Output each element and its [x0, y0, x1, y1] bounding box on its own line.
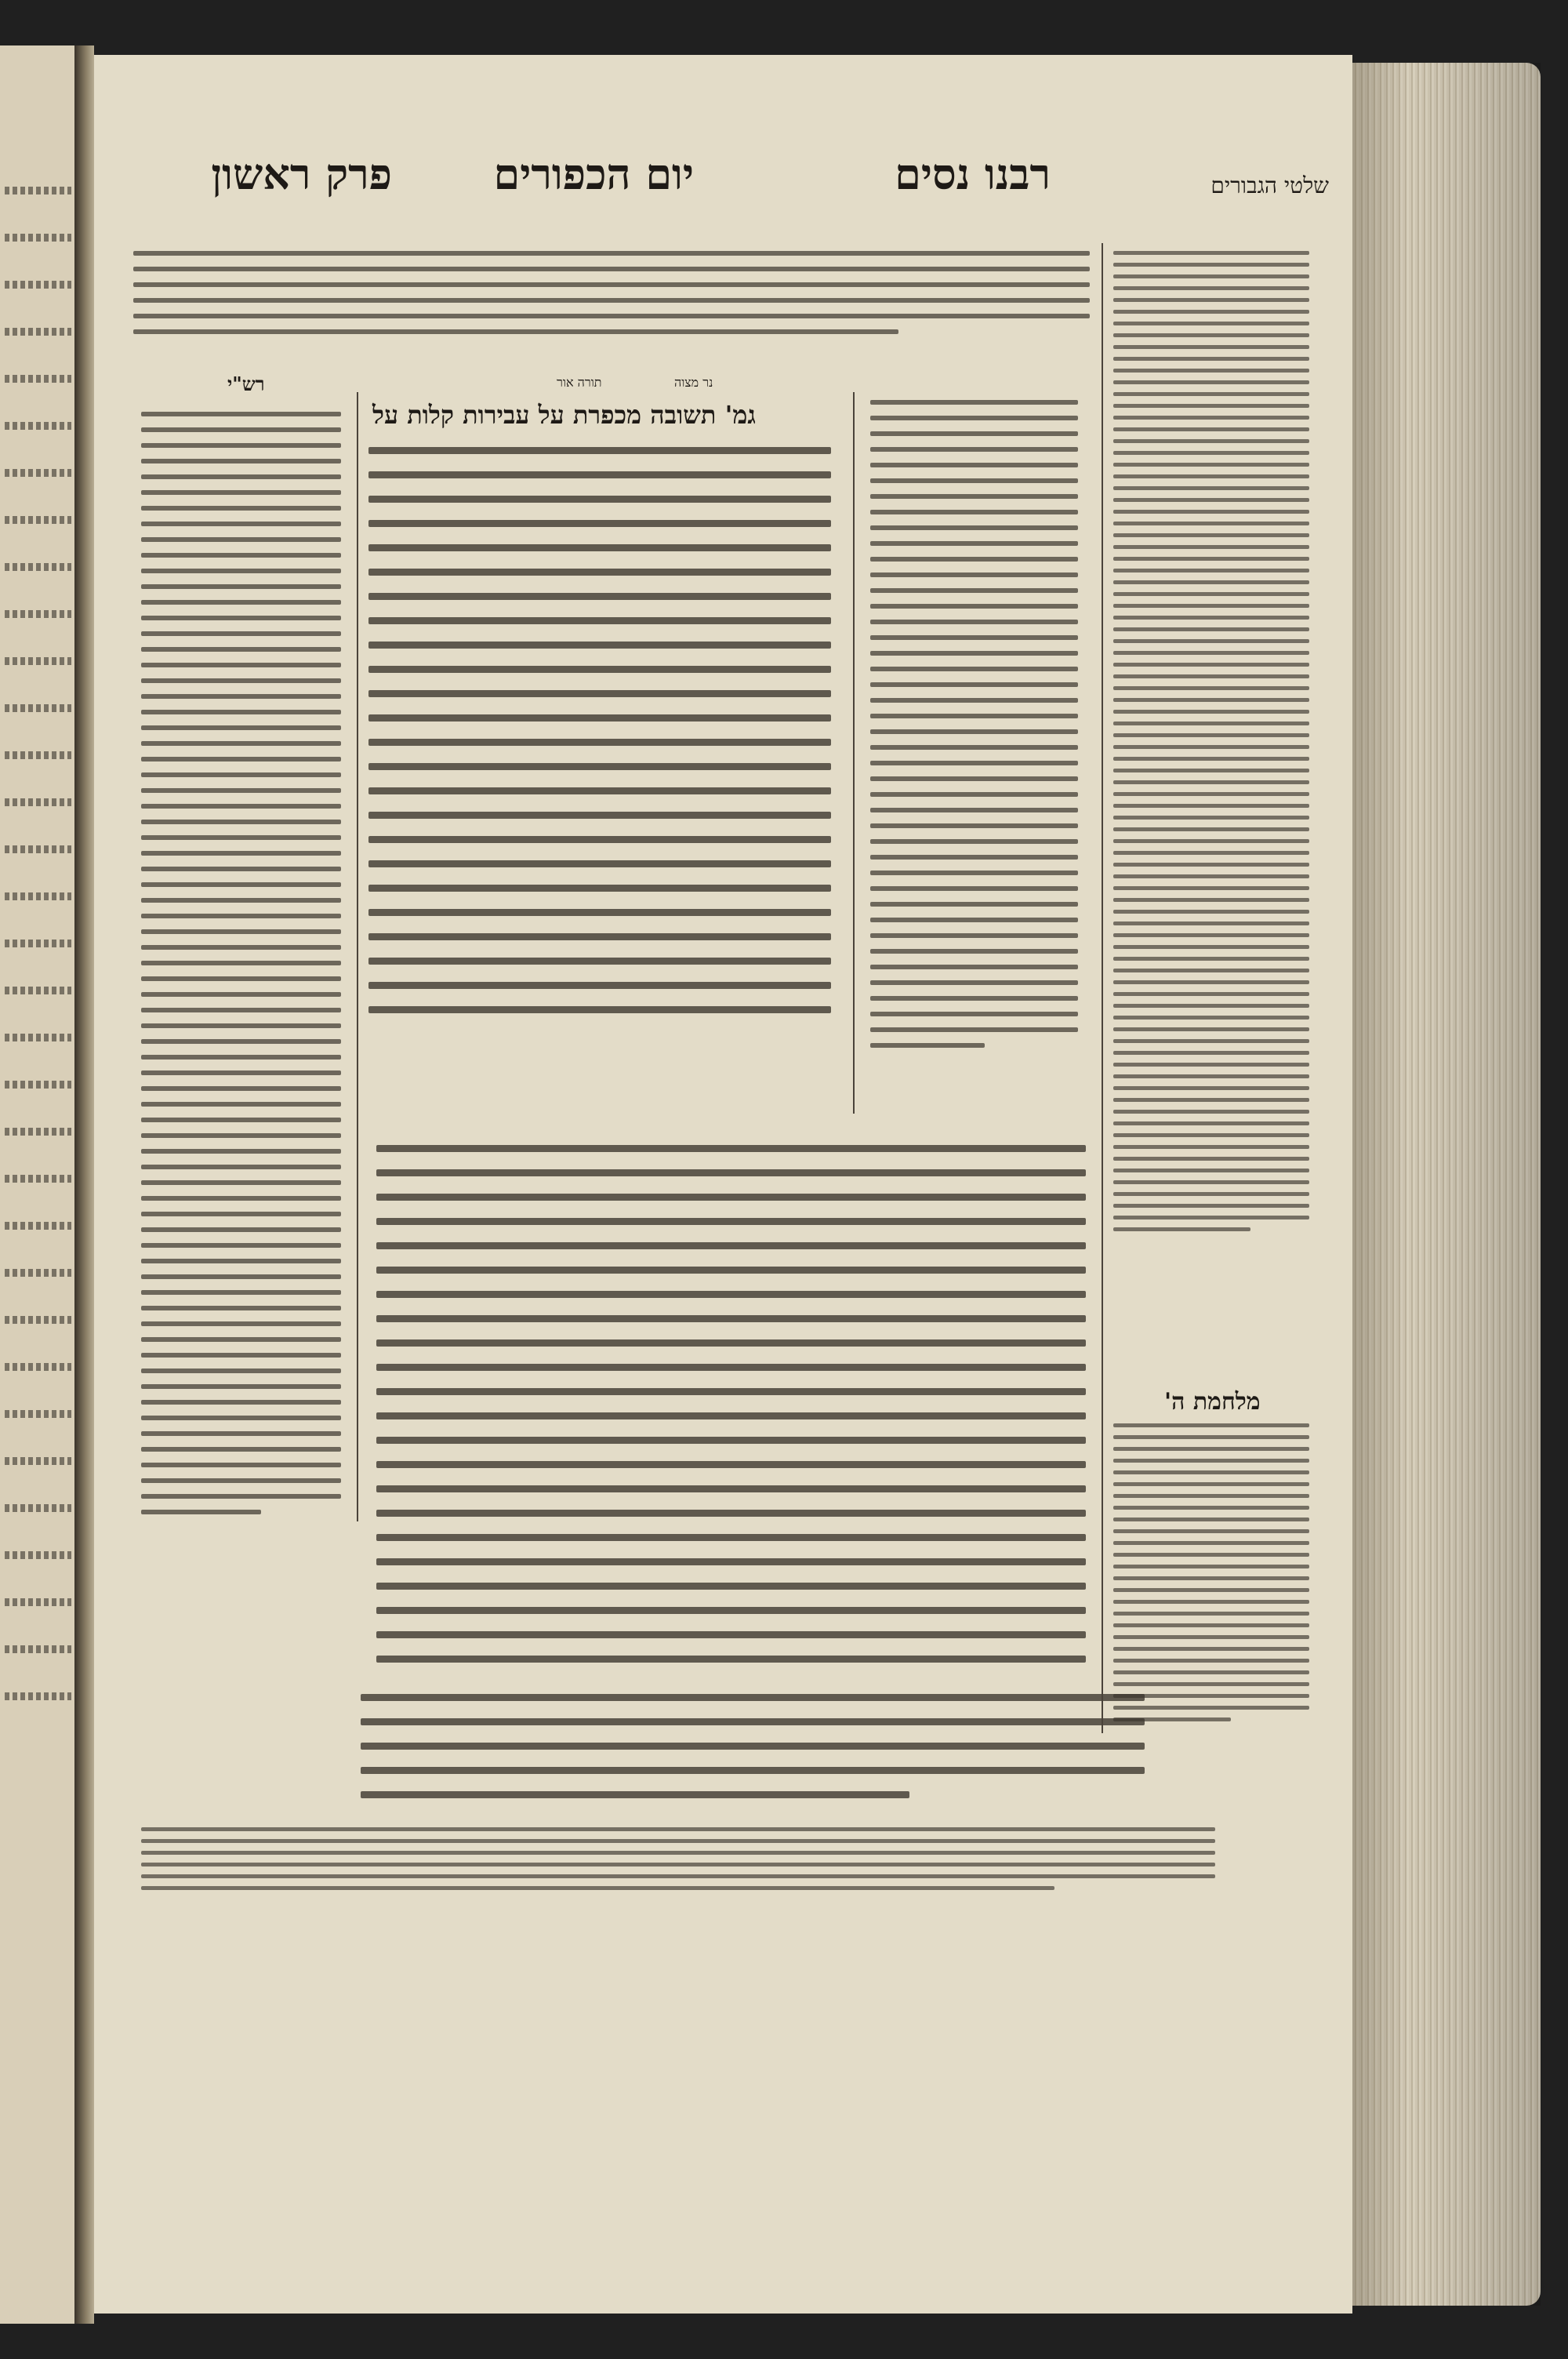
gemara-opening-line: גמ' תשובה מכפרת על עבירות קלות על: [372, 400, 756, 430]
torah-or-label: תורה אור: [557, 375, 602, 390]
left-page-edge: [0, 45, 77, 2324]
rashi-heading: רש"י: [227, 373, 265, 395]
header-tractate: יום הכפורים: [493, 149, 694, 199]
column-divider-left: [357, 392, 358, 1521]
milchemet-commentary: [1113, 1423, 1309, 1729]
footer-fine-print: [141, 1827, 1215, 1898]
header-chapter: פרק ראשון: [211, 149, 392, 199]
header-side-title: שלטי הגבורים: [1210, 173, 1329, 198]
rashi-column: [141, 412, 341, 1525]
top-commentary-band: [133, 251, 1090, 345]
ran-commentary-column: [870, 400, 1078, 1059]
talmud-page: [94, 55, 1352, 2314]
column-divider-right: [853, 392, 855, 1114]
milchemet-section-title: מלחמת ה': [1164, 1388, 1261, 1416]
book-gutter: [74, 45, 94, 2324]
outer-margin-divider: [1102, 243, 1103, 1733]
page-edges: [1352, 63, 1541, 2306]
gemara-closing-lines: [361, 1694, 1145, 1816]
ner-mitzvah-label: נר מצוה: [674, 375, 713, 390]
header-commentary: רבנו נסים: [895, 149, 1051, 199]
gemara-continuation: [376, 1145, 1086, 1680]
shiltei-hagiborim-column: [1113, 251, 1309, 1239]
gemara-main-text: [368, 447, 831, 1030]
